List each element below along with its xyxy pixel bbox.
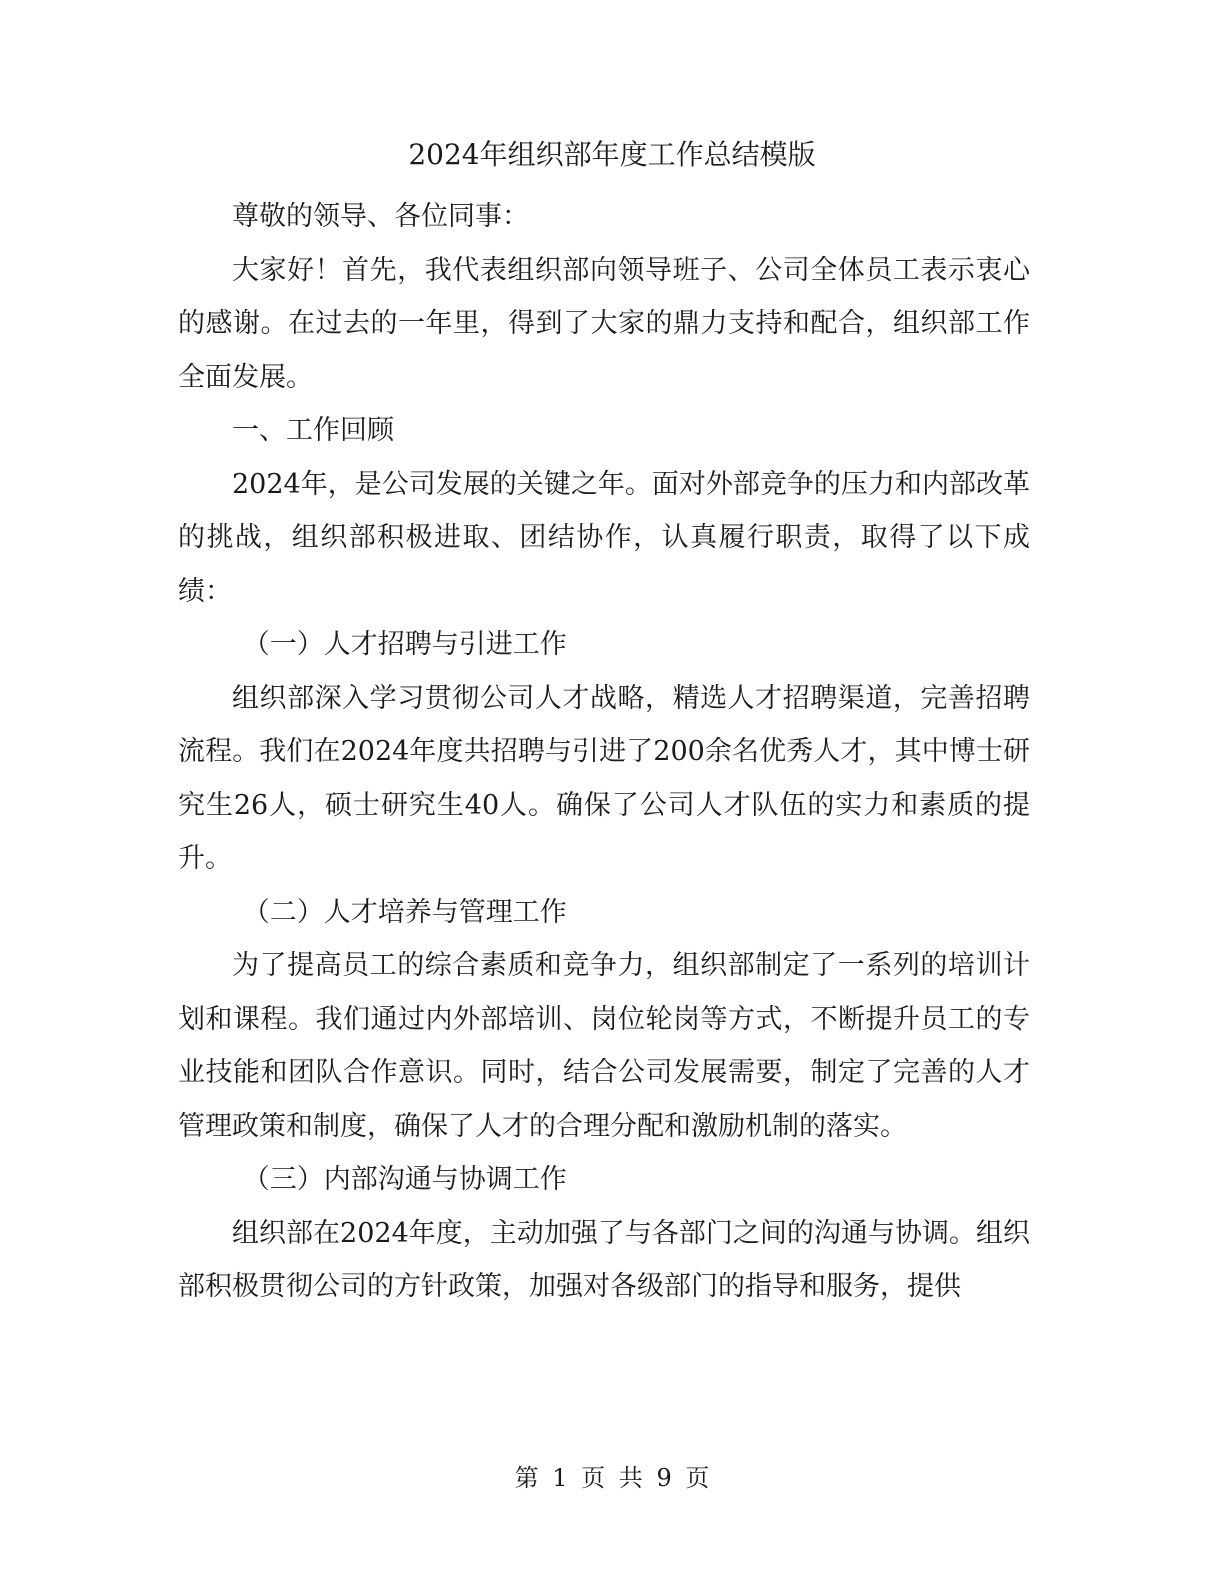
section-review-paragraph: 2024年，是公司发展的关键之年。面对外部竞争的压力和内部改革的挑战，组织部积极进取、团结协作，认真履行职责，取得了以下成绩： [178,468,1030,607]
salutation: 尊敬的领导、各位同事： [232,201,529,232]
subheading-communication: （三）内部沟通与协调工作 [242,1164,567,1195]
subheading-training: （二）人才培养与管理工作 [242,896,567,928]
intro-paragraph: 大家好！首先，我代表组织部向领导班子、公司全体员工表示衷心的感谢。在过去的一年里，得到了大家的鼎力支持和配合，组织部工作全面发展。 [178,254,1030,393]
subheading-recruitment: （一）人才招聘与引进工作 [242,629,567,660]
section-heading-review: 一、工作回顾 [232,415,394,446]
recruitment-paragraph: 组织部深入学习贯彻公司人才战略，精选人才招聘渠道，完善招聘流程。我们在2024年度共招聘与引进了200余名优秀人才，其中博士研究生26人，硕士研究生40人。确保了公司人才队伍的实力和素质的提升。 [178,682,1030,874]
page-number-footer: 第 1 页 共 9 页 [514,1464,710,1492]
document-body [178,190,1030,1314]
training-paragraph: 为了提高员工的综合素质和竞争力，组织部制定了一系列的培训计划和课程。我们通过内外部培训、岗位轮岗等方式，不断提升员工的专业技能和团队合作意识。同时，结合公司发展需要，制定了完善的人才管理政策和制度，确保了人才的合理分配和激励机制的落实。 [178,950,1030,1142]
document-title: 2024年组织部年度工作总结模版 [408,138,816,171]
communication-paragraph: 组织部在2024年度，主动加强了与各部门之间的沟通与协调。组织部积极贯彻公司的方针政策，加强对各级部门的指导和服务，提供 [178,1217,1030,1302]
